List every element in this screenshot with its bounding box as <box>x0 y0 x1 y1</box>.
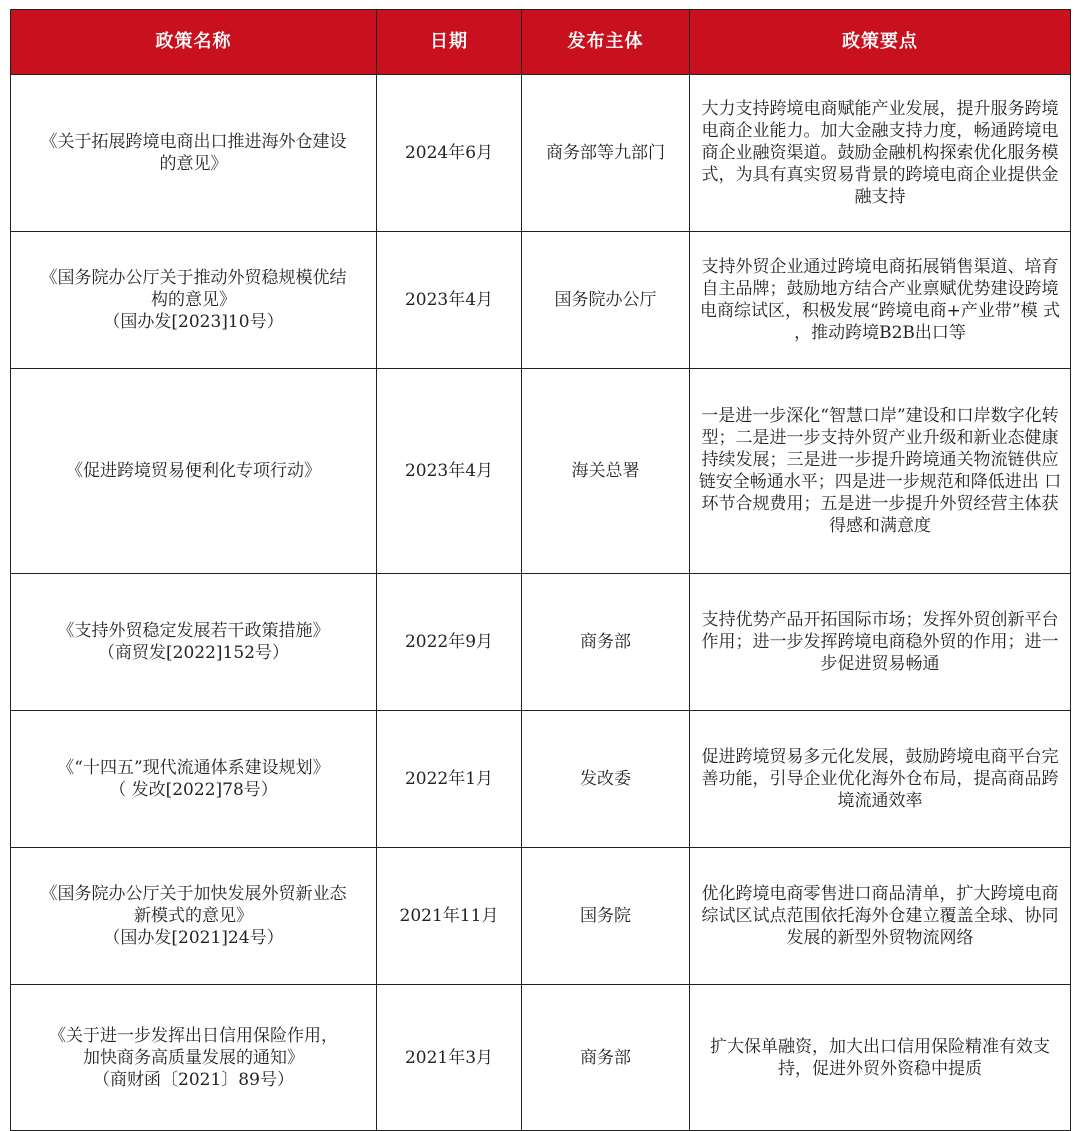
table-row <box>11 369 1071 574</box>
date-cell: 2021年11月 <box>377 848 522 985</box>
policy-name-line: 新模式的意见》 <box>134 906 253 926</box>
header-publisher: 发布主体 <box>522 10 690 75</box>
policy-name-line: 《关于拓展跨境电商出口推进海外仓建设 <box>40 132 347 152</box>
header-policy-name: 政策名称 <box>11 10 377 75</box>
date-cell: 2024年6月 <box>377 75 522 232</box>
table-row <box>11 848 1071 985</box>
policy-name-line: 《关于进一步发挥出日信用保险作用， <box>49 1025 338 1046</box>
key-points-cell: 扩大保单融资，加大出口信用保险精准有效支持，促进外贸外资稳中提质 <box>690 985 1071 1131</box>
publisher-cell: 国务院 <box>522 848 690 985</box>
policy-name-cell <box>11 574 377 711</box>
policy-name-cell <box>11 985 377 1131</box>
header-key-points: 政策要点 <box>690 10 1071 75</box>
key-points-cell: 优化跨境电商零售进口商品清单，扩大跨境电商综试区试点范围依托海外仓建立覆盖全球、协同发展的新型外贸物流网络 <box>690 848 1071 985</box>
header-date: 日期 <box>377 10 522 75</box>
table-row <box>11 985 1071 1131</box>
date-cell: 2022年1月 <box>377 711 522 848</box>
table-row <box>11 711 1071 848</box>
policy-name-line: 的意见》 <box>159 154 228 174</box>
key-points-cell: 支持外贸企业通过跨境电商拓展销售渠道、培育自主品牌；鼓励地方结合产业禀赋优势建设跨境电商综试区，积极发展“跨境电商+产业带”模 式 ，推动跨境B2B出口等 <box>690 232 1071 369</box>
policy-name-line: （商贸发[2022]152号） <box>98 643 289 663</box>
publisher-cell: 商务部 <box>522 574 690 711</box>
policy-name-line: 加快商务高质量发展的通知》 <box>83 1047 304 1068</box>
policy-name-line: （ 发改[2022]78号） <box>109 780 278 800</box>
publisher-cell: 商务部等九部门 <box>522 75 690 232</box>
date-cell: 2023年4月 <box>377 369 522 574</box>
policy-table <box>10 9 1071 1131</box>
table-row <box>11 75 1071 232</box>
key-points-cell: 促进跨境贸易多元化发展，鼓励跨境电商平台完善功能，引导企业优化海外仓布局，提高商品跨境流通效率 <box>690 711 1071 848</box>
policy-name-line: 《国务院办公厅关于加快发展外贸新业态 <box>40 884 347 904</box>
publisher-cell: 海关总署 <box>522 369 690 574</box>
date-cell: 2022年9月 <box>377 574 522 711</box>
date-cell: 2023年4月 <box>377 232 522 369</box>
key-points-cell: 大力支持跨境电商赋能产业发展，提升服务跨境电商企业能力。加大金融支持力度，畅通跨境电商企业融资渠道。鼓励金融机构探索优化服务模式，为具有真实贸易背景的跨境电商企业提供金融支持 <box>690 75 1071 232</box>
policy-name-line: 《国务院办公厅关于推动外贸稳规模优结 <box>40 268 347 288</box>
key-points-cell: 一是进一步深化“智慧口岸”建设和口岸数字化转型；二是进一步支持外贸产业升级和新业态健康持续发展；三是进一步提升跨境通关物流链供应链安全畅通水平；四是进一步规范和降低进出 口环节合规费用；五是进一步提升外贸经营主体获得感和满意度 <box>690 369 1071 574</box>
policy-name-line: 构的意见》 <box>151 290 236 310</box>
publisher-cell: 商务部 <box>522 985 690 1131</box>
table-row <box>11 574 1071 711</box>
policy-name-line: 《支持外贸稳定发展若干政策措施》 <box>57 621 330 641</box>
policy-name-line: （国办发[2021]24号） <box>103 928 284 948</box>
policy-name-line: （国办发[2023]10号） <box>103 312 284 332</box>
header-row <box>11 10 1071 75</box>
policy-name-line: 《促进跨境贸易便利化专项行动》 <box>66 461 321 481</box>
policy-name-line: 《“十四五”现代流通体系建设规划》 <box>57 758 330 778</box>
policy-name-cell <box>11 75 377 232</box>
date-cell: 2021年3月 <box>377 985 522 1131</box>
publisher-cell: 国务院办公厅 <box>522 232 690 369</box>
policy-name-cell <box>11 369 377 574</box>
publisher-cell: 发改委 <box>522 711 690 848</box>
table-row <box>11 232 1071 369</box>
key-points-cell: 支持优势产品开拓国际市场；发挥外贸创新平台作用；进一步发挥跨境电商稳外贸的作用；进一步促进贸易畅通 <box>690 574 1071 711</box>
policy-name-line: （商财函〔2021〕89号） <box>93 1069 294 1090</box>
policy-name-cell <box>11 848 377 985</box>
policy-name-cell <box>11 232 377 369</box>
policy-name-cell <box>11 711 377 848</box>
